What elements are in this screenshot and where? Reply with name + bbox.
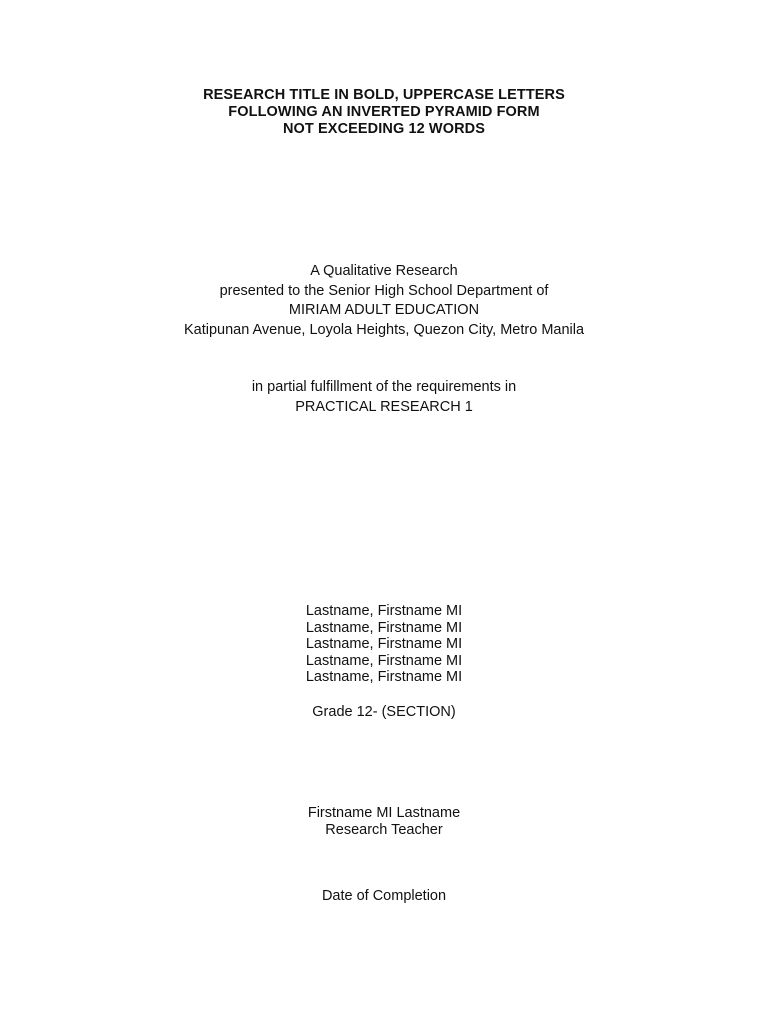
grade-section-text: Grade 12- (SECTION): [312, 704, 456, 720]
author-name: Lastname, Firstname MI: [305, 652, 463, 669]
completion-date-text: Date of Completion: [321, 888, 447, 904]
school-address: Katipunan Avenue, Loyola Heights, Quezon City, Metro Manila: [183, 321, 585, 338]
research-teacher: [0, 805, 768, 838]
authors-list: [0, 603, 768, 686]
title-line-2: FOLLOWING AN INVERTED PYRAMID FORM: [228, 104, 540, 120]
author-name: Lastname, Firstname MI: [305, 669, 463, 685]
title-line-3: NOT EXCEEDING 12 WORDS: [282, 121, 485, 137]
presentation-statement: [0, 262, 768, 340]
presented-to-line: presented to the Senior High School Department of: [219, 282, 549, 299]
author-name: Lastname, Firstname MI: [305, 636, 463, 652]
fulfillment-line: in partial fulfillment of the requirements in: [251, 379, 517, 395]
teacher-name: Firstname MI Lastname: [307, 805, 461, 821]
author-name: Lastname, Firstname MI: [305, 603, 463, 619]
research-title: [0, 87, 768, 138]
fulfillment-statement: [0, 378, 768, 417]
completion-date: [0, 888, 768, 905]
research-type: A Qualitative Research: [310, 263, 458, 279]
school-name: MIRIAM ADULT EDUCATION: [288, 302, 480, 318]
title-line-1: RESEARCH TITLE IN BOLD, UPPERCASE LETTERS: [203, 87, 565, 103]
subject-name: PRACTICAL RESEARCH 1: [295, 398, 473, 415]
teacher-role: Research Teacher: [325, 821, 443, 838]
author-name: Lastname, Firstname MI: [305, 619, 463, 636]
grade-section: [0, 704, 768, 721]
